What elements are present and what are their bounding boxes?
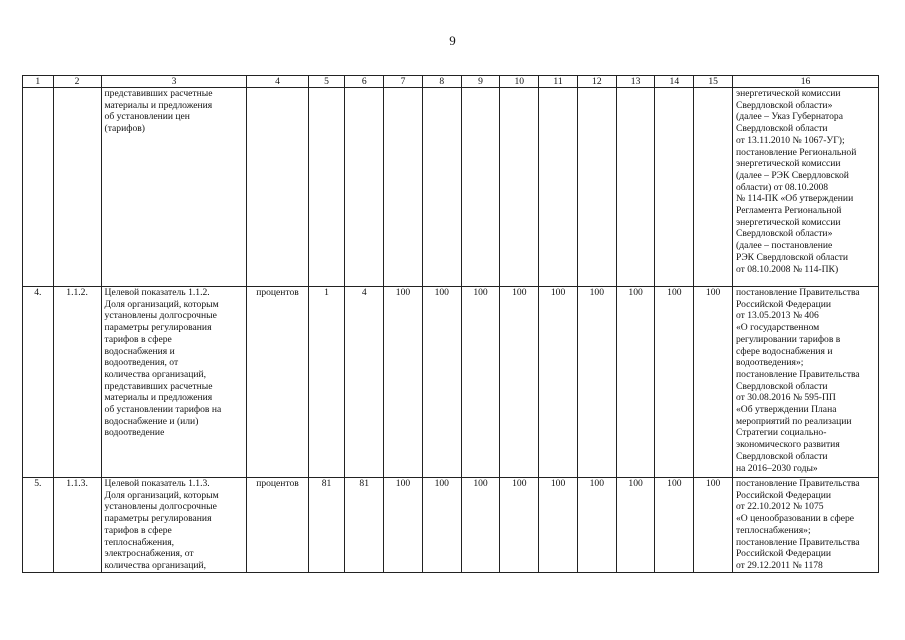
column-header: 16	[733, 76, 879, 88]
value-cell: 100	[461, 287, 500, 478]
value-cell: 100	[384, 287, 423, 478]
value-cell	[616, 88, 655, 287]
column-header: 7	[384, 76, 423, 88]
column-header: 15	[694, 76, 733, 88]
value-cell: 81	[308, 478, 345, 573]
source-document: энергетической комиссии Свердловской области» (далее – Указ Губернатора Свердловской области от 13.11.2010 № 1067-УГ); постановление Региональной энергетической комиссии (далее – РЭК Свердловской области) от 08.10.2008 № 114-ПК «Об утверждении Регламента Региональной энергетической комиссии Свердловской области» (далее – постановление РЭК Свердловской области от 08.10.2008 № 114-ПК)	[733, 88, 879, 287]
value-cell: 100	[539, 287, 578, 478]
value-cell	[577, 88, 616, 287]
unit-cell: процентов	[247, 287, 308, 478]
source-document: постановление Правительства Российской Федерации от 13.05.2013 № 406 «О государственном регулировании тарифов в сфере водоснабжения и водоотведения»; постановление Правительства Свердловской области от 30.08.2016 № 595-ПП «Об утверждении Плана мероприятий по реализации Стратегии социально- экономического развития Свердловской области на 2016–2030 годы»	[733, 287, 879, 478]
value-cell: 100	[694, 478, 733, 573]
row-code: 1.1.2.	[53, 287, 101, 478]
row-code: 1.1.3.	[53, 478, 101, 573]
row-code	[53, 88, 101, 287]
value-cell: 4	[345, 287, 384, 478]
column-header: 10	[500, 76, 539, 88]
column-header: 9	[461, 76, 500, 88]
column-header: 1	[23, 76, 54, 88]
table-row	[23, 478, 879, 573]
value-cell: 100	[539, 478, 578, 573]
column-header: 4	[247, 76, 308, 88]
page-number: 9	[449, 33, 456, 48]
value-cell: 100	[655, 478, 694, 573]
indicator-table	[22, 75, 879, 573]
value-cell	[500, 88, 539, 287]
column-header: 14	[655, 76, 694, 88]
value-cell	[422, 88, 461, 287]
value-cell: 100	[422, 287, 461, 478]
column-header: 13	[616, 76, 655, 88]
table-row	[23, 287, 879, 478]
value-cell: 100	[500, 478, 539, 573]
table-row	[23, 88, 879, 287]
value-cell	[461, 88, 500, 287]
column-number-row	[23, 76, 879, 88]
row-number: 5.	[23, 478, 54, 573]
value-cell: 81	[345, 478, 384, 573]
value-cell: 100	[422, 478, 461, 573]
value-cell: 100	[500, 287, 539, 478]
column-header: 6	[345, 76, 384, 88]
value-cell: 100	[655, 287, 694, 478]
value-cell	[384, 88, 423, 287]
indicator-text: Целевой показатель 1.1.2. Доля организаций, которым установлены долгосрочные параметры регулирования тарифов в сфере водоснабжения и водоотведения, от количества организаций, представивших расчетные материалы и предложения об установлении тарифов на водоснабжение и (или) водоотведение	[101, 287, 247, 478]
value-cell	[539, 88, 578, 287]
value-cell: 100	[616, 287, 655, 478]
value-cell	[655, 88, 694, 287]
row-number	[23, 88, 54, 287]
column-header: 5	[308, 76, 345, 88]
unit-cell	[247, 88, 308, 287]
value-cell	[345, 88, 384, 287]
indicator-text: Целевой показатель 1.1.3. Доля организаций, которым установлены долгосрочные параметры регулирования тарифов в сфере теплоснабжения, электроснабжения, от количества организаций,	[101, 478, 247, 573]
value-cell: 100	[461, 478, 500, 573]
value-cell: 1	[308, 287, 345, 478]
column-header: 11	[539, 76, 578, 88]
value-cell: 100	[616, 478, 655, 573]
column-header: 3	[101, 76, 247, 88]
value-cell: 100	[577, 287, 616, 478]
source-document: постановление Правительства Российской Федерации от 22.10.2012 № 1075 «О ценообразовании в сфере теплоснабжения»; постановление Правительства Российской Федерации от 29.12.2011 № 1178	[733, 478, 879, 573]
column-header: 2	[53, 76, 101, 88]
row-number: 4.	[23, 287, 54, 478]
indicator-text: представивших расчетные материалы и предложения об установлении цен (тарифов)	[101, 88, 247, 287]
value-cell: 100	[694, 287, 733, 478]
value-cell: 100	[577, 478, 616, 573]
value-cell: 100	[384, 478, 423, 573]
column-header: 12	[577, 76, 616, 88]
value-cell	[308, 88, 345, 287]
value-cell	[694, 88, 733, 287]
unit-cell: процентов	[247, 478, 308, 573]
column-header: 8	[422, 76, 461, 88]
